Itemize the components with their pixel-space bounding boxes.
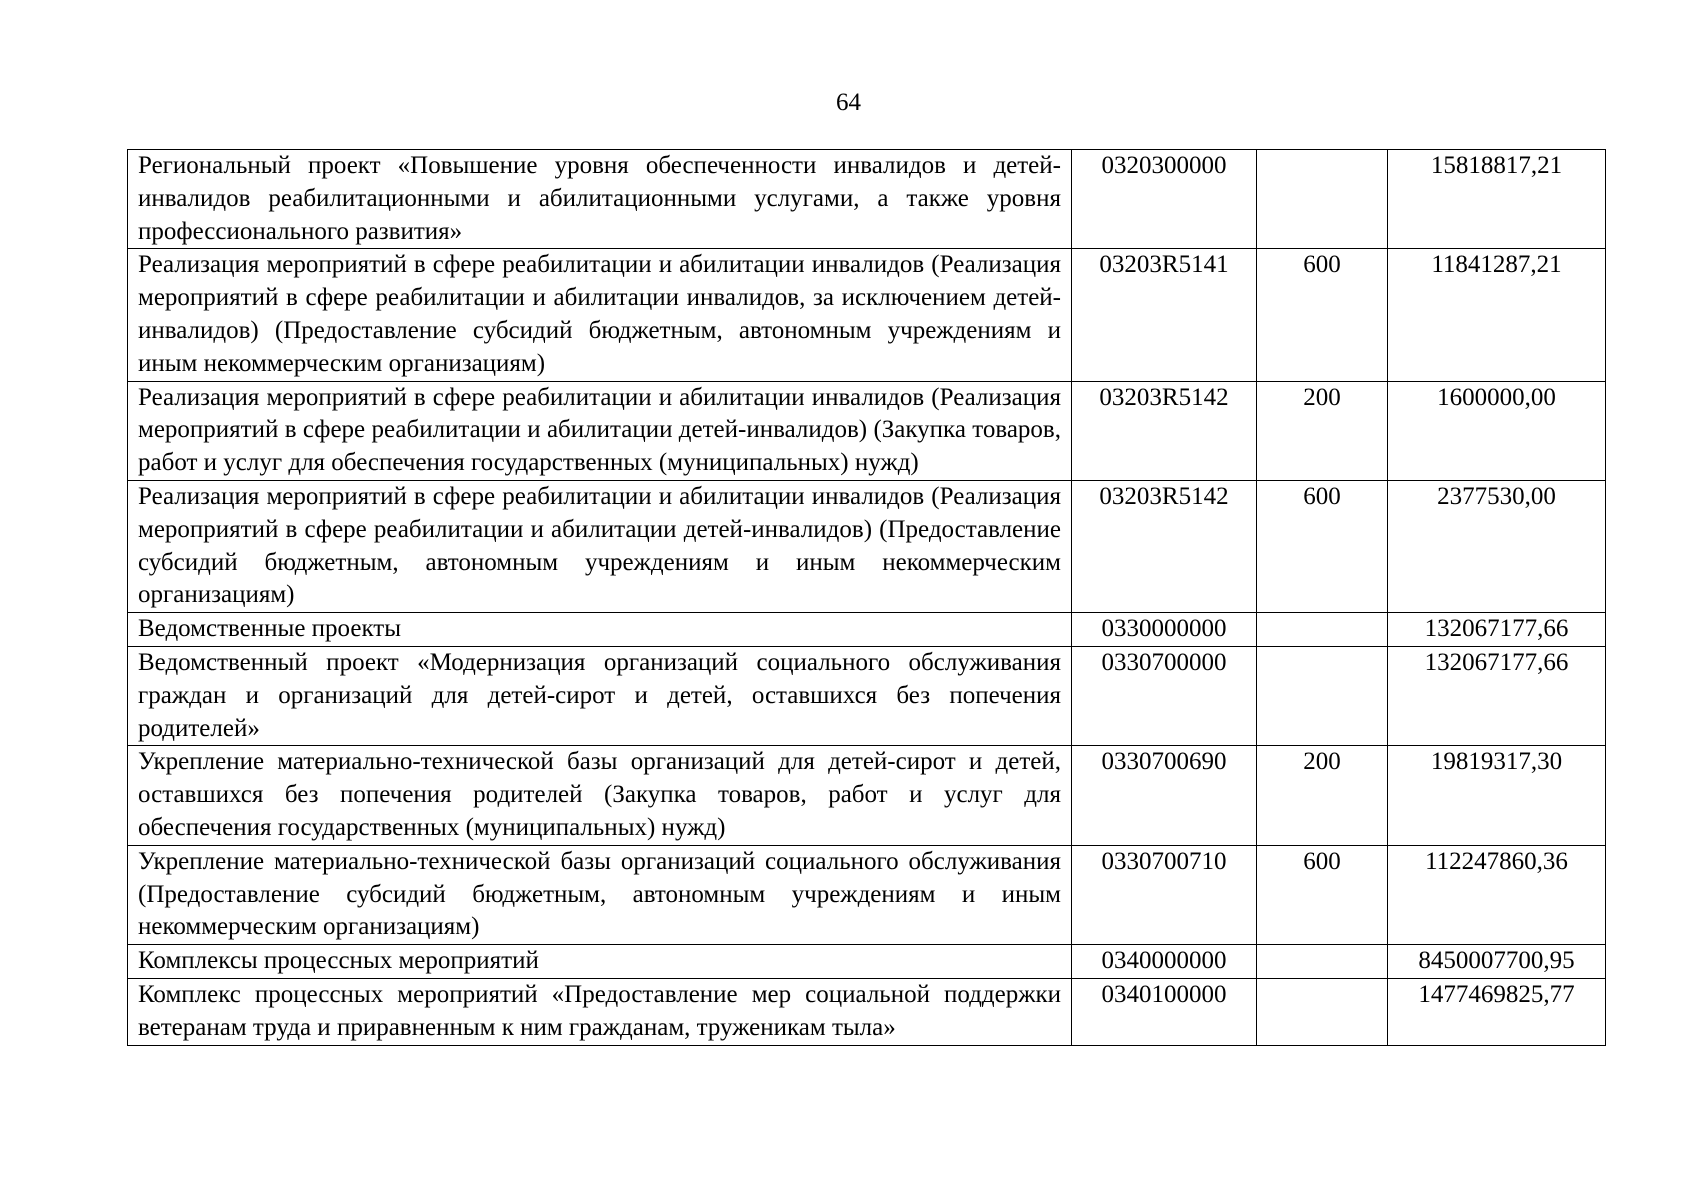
- table-row: [128, 646, 1606, 745]
- row-name-cell: Ведомственный проект «Модернизация организаций социального обслуживания граждан и организаций для детей-сирот и детей, оставшихся без попечения родителей»: [128, 646, 1072, 745]
- row-amount-cell: 132067177,66: [1388, 646, 1606, 745]
- table-row: [128, 978, 1606, 1045]
- page-number: 64: [836, 89, 861, 116]
- table-row: [128, 150, 1606, 249]
- row-amount-cell: 1600000,00: [1388, 381, 1606, 480]
- row-name-cell: Региональный проект «Повышение уровня обеспеченности инвалидов и детей-инвалидов реабилитационными и абилитационными услугами, а также уровня профессионального развития»: [128, 150, 1072, 249]
- row-code-cell: 0330700710: [1072, 845, 1257, 944]
- row-code-cell: 0340100000: [1072, 978, 1257, 1045]
- row-amount-cell: 132067177,66: [1388, 613, 1606, 647]
- row-expense-type-cell: [1257, 613, 1388, 647]
- row-code-cell: 03203R5142: [1072, 381, 1257, 480]
- row-expense-type-cell: 600: [1257, 249, 1388, 381]
- table-row: [128, 613, 1606, 647]
- row-amount-cell: 112247860,36: [1388, 845, 1606, 944]
- row-name-cell: Укрепление материально-технической базы организаций социального обслуживания (Предоставление субсидий бюджетным, автономным учреждениям и иным некоммерческим организациям): [128, 845, 1072, 944]
- row-name-cell: Комплекс процессных мероприятий «Предоставление мер социальной поддержки ветеранам труда и приравненным к ним гражданам, труженикам тыла»: [128, 978, 1072, 1045]
- row-code-cell: 0330000000: [1072, 613, 1257, 647]
- row-expense-type-cell: 200: [1257, 381, 1388, 480]
- row-code-cell: 03203R5142: [1072, 480, 1257, 612]
- table-row: [128, 945, 1606, 979]
- row-name-cell: Реализация мероприятий в сфере реабилитации и абилитации инвалидов (Реализация мероприятий в сфере реабилитации и абилитации детей-инвалидов) (Закупка товаров, работ и услуг для обеспечения государственных (муниципальных) нужд): [128, 381, 1072, 480]
- table-row: [128, 249, 1606, 381]
- row-amount-cell: 8450007700,95: [1388, 945, 1606, 979]
- row-name-cell: Ведомственные проекты: [128, 613, 1072, 647]
- budget-table: [127, 149, 1606, 1046]
- row-code-cell: 0340000000: [1072, 945, 1257, 979]
- table-row: [128, 480, 1606, 612]
- row-expense-type-cell: 600: [1257, 845, 1388, 944]
- row-amount-cell: 1477469825,77: [1388, 978, 1606, 1045]
- row-expense-type-cell: [1257, 646, 1388, 745]
- row-amount-cell: 2377530,00: [1388, 480, 1606, 612]
- row-expense-type-cell: 200: [1257, 746, 1388, 845]
- row-amount-cell: 15818817,21: [1388, 150, 1606, 249]
- table-row: [128, 381, 1606, 480]
- row-name-cell: Реализация мероприятий в сфере реабилитации и абилитации инвалидов (Реализация мероприятий в сфере реабилитации и абилитации инвалидов, за исключением детей-инвалидов) (Предоставление субсидий бюджетным, автономным учреждениям и иным некоммерческим организациям): [128, 249, 1072, 381]
- row-expense-type-cell: [1257, 978, 1388, 1045]
- table-row: [128, 746, 1606, 845]
- row-name-cell: Комплексы процессных мероприятий: [128, 945, 1072, 979]
- row-expense-type-cell: [1257, 945, 1388, 979]
- row-amount-cell: 19819317,30: [1388, 746, 1606, 845]
- row-code-cell: 0330700000: [1072, 646, 1257, 745]
- row-code-cell: 0320300000: [1072, 150, 1257, 249]
- row-expense-type-cell: 600: [1257, 480, 1388, 612]
- row-amount-cell: 11841287,21: [1388, 249, 1606, 381]
- row-name-cell: Укрепление материально-технической базы организаций для детей-сирот и детей, оставшихся без попечения родителей (Закупка товаров, работ и услуг для обеспечения государственных (муниципальных) нужд): [128, 746, 1072, 845]
- row-code-cell: 03203R5141: [1072, 249, 1257, 381]
- row-code-cell: 0330700690: [1072, 746, 1257, 845]
- table-row: [128, 845, 1606, 944]
- row-expense-type-cell: [1257, 150, 1388, 249]
- row-name-cell: Реализация мероприятий в сфере реабилитации и абилитации инвалидов (Реализация мероприятий в сфере реабилитации и абилитации детей-инвалидов) (Предоставление субсидий бюджетным, автономным учреждениям и иным некоммерческим организациям): [128, 480, 1072, 612]
